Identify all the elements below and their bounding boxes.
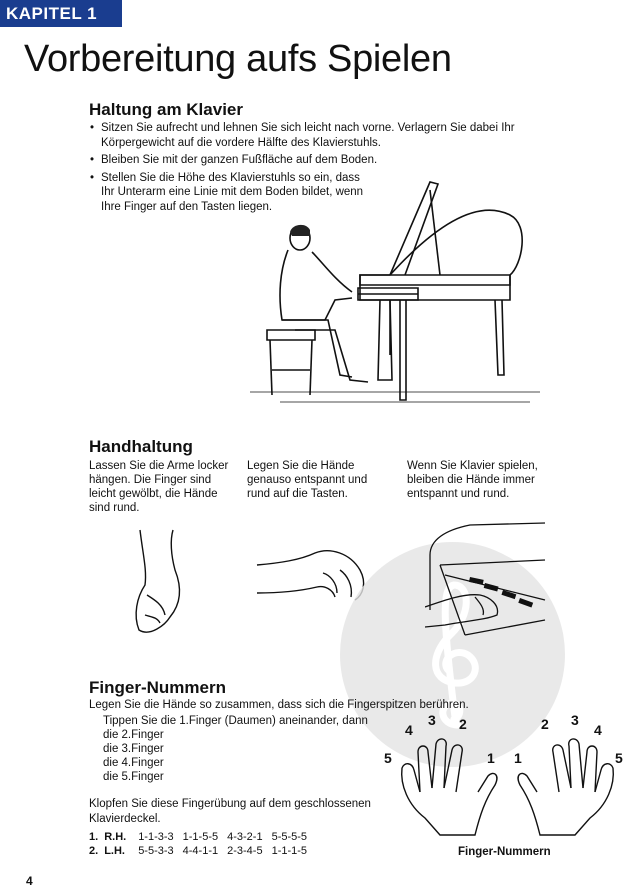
finger-numbers-caption: Finger-Nummern: [458, 846, 551, 858]
exercise-hand: L.H.: [104, 845, 125, 857]
finger-number-hands-illustration: [390, 730, 625, 840]
exercise-seq: 1-1-3-3: [138, 831, 174, 843]
exercise-intro-line-2: Klavierdeckel.: [89, 813, 161, 825]
section-heading-posture: Haltung am Klavier: [89, 100, 243, 119]
finger-label-left: 3: [428, 712, 436, 728]
section-heading-finger-numbers: Finger-Nummern: [89, 678, 226, 697]
exercise-seq: 1-1-5-5: [182, 831, 219, 843]
resting-hand-illustration: [255, 545, 370, 605]
exercise-seq: 1-1-1-5: [271, 845, 308, 857]
posture-bullet-3: • Stellen Sie die Höhe des Klavierstuhls so ein, dass Ihr Unterarm eine Linie mit dem Boden bildet, wenn Ihre Finger auf den Tasten liegen.: [90, 171, 366, 215]
exercise-number: 1.: [89, 831, 99, 843]
exercise-row: [89, 830, 316, 844]
finger-line-4: die 4.Finger: [103, 757, 164, 769]
hand-position-text-1: Lassen Sie die Arme locker hängen. Die Finger sind leicht gewölbt, die Hände sind rund.: [89, 460, 229, 514]
finger-exercise-table: [89, 830, 316, 858]
finger-tapping-instructions: [103, 714, 368, 784]
finger-line-5: die 5.Finger: [103, 771, 164, 783]
finger-numbers-intro: Legen Sie die Hände so zusammen, dass sich die Fingerspitzen berühren.: [89, 699, 469, 711]
exercise-seq: 4-4-1-1: [182, 845, 219, 857]
finger-line-2: die 2.Finger: [103, 729, 164, 741]
finger-label-right: 1: [514, 750, 522, 766]
pianist-illustration: [240, 180, 550, 410]
finger-label-left: 4: [405, 722, 413, 738]
finger-label-left: 1: [487, 750, 495, 766]
finger-label-right: 2: [541, 716, 549, 732]
section-heading-hand-position: Handhaltung: [89, 437, 193, 456]
hand-position-text-3: Wenn Sie Klavier spielen, bleiben die Hände immer entspannt und rund.: [407, 460, 538, 500]
hand-position-text-2: Legen Sie die Hände genauso entspannt und rund auf die Tasten.: [247, 460, 368, 500]
finger-line-1: Tippen Sie die 1.Finger (Daumen) aneinander, dann: [103, 715, 368, 727]
finger-label-right: 4: [594, 722, 602, 738]
exercise-seq: 2-3-4-5: [227, 845, 263, 857]
posture-bullet-2: • Bleiben Sie mit der ganzen Fußfläche auf dem Boden.: [90, 153, 535, 168]
finger-label-left: 2: [459, 716, 467, 732]
finger-line-3: die 3.Finger: [103, 743, 164, 755]
exercise-hand: R.H.: [104, 831, 127, 843]
exercise-seq: 5-5-3-3: [138, 845, 174, 857]
finger-label-left: 5: [384, 750, 392, 766]
chapter-label: KAPITEL 1: [0, 0, 122, 27]
exercise-number: 2.: [89, 845, 99, 857]
exercise-seq: 5-5-5-5: [271, 831, 308, 843]
page-title: Vorbereitung aufs Spielen: [24, 38, 452, 80]
exercise-row: [89, 844, 316, 858]
posture-bullet-1: • Sitzen Sie aufrecht und lehnen Sie sich leicht nach vorne. Verlagern Sie dabei Ihr Körpergewicht auf die vordere Hälfte des Klavierstuhls.: [90, 121, 535, 150]
finger-label-right: 5: [615, 750, 623, 766]
keyboard-hand-illustration: [425, 515, 550, 655]
exercise-seq: 4-3-2-1: [227, 831, 263, 843]
exercise-intro-line-1: Klopfen Sie diese Fingerübung auf dem geschlossenen: [89, 798, 371, 810]
hanging-hand-illustration: [125, 525, 195, 640]
page-number: 4: [26, 874, 33, 888]
finger-label-right: 3: [571, 712, 579, 728]
